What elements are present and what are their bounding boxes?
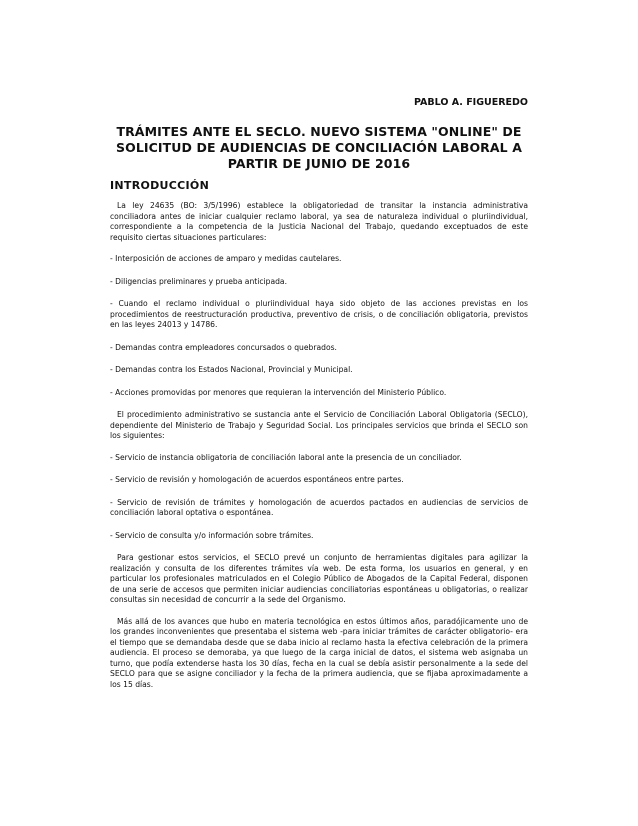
document-title: TRÁMITES ANTE EL SECLO. NUEVO SISTEMA "ONLINE" DE SOLICITUD DE AUDIENCIAS DE CONCILIACIÓN LABORAL A PARTIR DE JUNIO DE 2016 xyxy=(116,124,522,171)
list-item-estados: - Demandas contra los Estados Nacional, Provincial y Municipal. xyxy=(110,365,353,374)
list-item-servicio-homologacion: - Servicio de revisión y homologación de acuerdos espontáneos entre partes. xyxy=(110,475,404,484)
paragraph-ley-24635: La ley 24635 (BO: 3/5/1996) establece la obligatoriedad de transitar la instancia administrativa conciliadora antes de iniciar cualquier reclamo laboral, ya sea de naturaleza individual o pluriindividual, correspondiente a la competencia de la Justicia Nacional del Trabajo, quedando exceptuados de este requisito ciertas situaciones particulares: xyxy=(110,201,528,242)
paragraph-avances-tecnologicos: Más allá de los avances que hubo en materia tecnológica en estos últimos años, paradójicamente uno de los grandes inconvenientes que presentaba el sistema web -para iniciar trámites de carácter obligatorio- era el tiempo que se demandaba desde que se daba inicio al reclamo hasta la efectiva celebración de la primera audiencia. El proceso se demoraba, ya que luego de la carga inicial de datos, el sistema web asignaba un turno, que podía extenderse hasta los 30 días, fecha en la cual se debía asistir personalmente a la sede del SECLO para que se asigne conciliador y la fecha de la primera audiencia, que se fijaba aproximadamente a los 15 días. xyxy=(110,616,528,689)
paragraph-herramientas-digitales: Para gestionar estos servicios, el SECLO prevé un conjunto de herramientas digitales para agilizar la realización y consulta de los diferentes trámites vía web. De esta forma, los usuarios en general, y en particular los profesionales matriculados en el Colegio Público de Abogados de la Capital Federal, disponen de una serie de accesos que permiten iniciar audiencias conciliatorias espontáneas u obligatorias, o realizar consultas sin necesidad de concurrir a la sede del Organismo. xyxy=(110,553,528,604)
list-item-servicio-revision: - Servicio de revisión de trámites y homologación de acuerdos pactados en audiencias de servicios de conciliación laboral optativa o espontánea. xyxy=(110,497,528,517)
document-body xyxy=(110,201,528,701)
paragraph-seclo: El procedimiento administrativo se sustancia ante el Servicio de Conciliación Laboral Obligatoria (SECLO), dependiente del Ministerio de Trabajo y Seguridad Social. Los principales servicios que brinda el SECLO son los siguientes: xyxy=(110,410,528,440)
list-item-servicio-consulta: - Servicio de consulta y/o información sobre trámites. xyxy=(110,530,314,540)
list-item-concursados: - Demandas contra empleadores concursados o quebrados. xyxy=(110,342,337,352)
list-item-reestructuracion: - Cuando el reclamo individual o pluriindividual haya sido objeto de las acciones previstas en los procedimientos de reestructuración productiva, preventivo de crisis, o de conciliación obligatoria, previstos en las leyes 24013 y 14786. xyxy=(110,299,528,329)
author-name: PABLO A. FIGUEREDO xyxy=(413,97,528,108)
section-heading-introduccion: INTRODUCCIÓN xyxy=(110,179,210,192)
list-item-menores: - Acciones promovidas por menores que requieran la intervención del Ministerio Público. xyxy=(110,387,447,397)
list-item-servicio-conciliacion: - Servicio de instancia obligatoria de conciliación laboral ante la presencia de un conciliador. xyxy=(110,452,462,462)
list-item-diligencias: - Diligencias preliminares y prueba anticipada. xyxy=(110,276,288,286)
list-item-amparo: - Interposición de acciones de amparo y medidas cautelares. xyxy=(110,254,342,263)
